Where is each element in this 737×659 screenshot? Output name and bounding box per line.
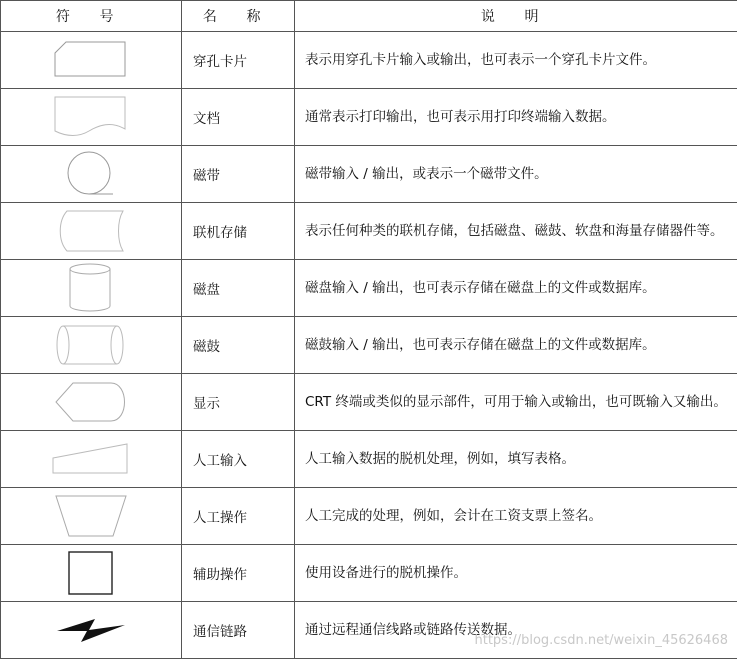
symbol-cell xyxy=(1,374,182,431)
symbol-name: 穿孔卡片 xyxy=(182,32,295,89)
symbol-description: 表示任何种类的联机存储，包括磁盘、磁鼓、软盘和海量存储器件等。 xyxy=(295,203,737,260)
magnetic-disk-symbol-icon xyxy=(66,262,116,314)
symbol-description: 磁带输入 / 输出，或表示一个磁带文件。 xyxy=(295,146,737,203)
table-row xyxy=(1,260,737,317)
communication-link-symbol-icon xyxy=(55,615,127,645)
symbol-name: 联机存储 xyxy=(182,203,295,260)
watermark: https://blog.csdn.net/weixin_45626468 xyxy=(474,633,728,648)
auxiliary-operation-symbol-icon xyxy=(67,550,115,596)
symbol-description: 磁鼓输入 / 输出，也可表示存储在磁盘上的文件或数据库。 xyxy=(295,317,737,374)
symbol-description: 表示用穿孔卡片输入或输出，也可表示一个穿孔卡片文件。 xyxy=(295,32,737,89)
symbol-description: 通过远程通信线路或链路传送数据。 xyxy=(295,602,737,659)
table-row xyxy=(1,317,737,374)
punched-card-symbol-icon xyxy=(53,40,129,80)
symbol-name: 辅助操作 xyxy=(182,545,295,602)
symbol-description: CRT 终端或类似的显示部件，可用于输入或输出，也可既输入又输出。 xyxy=(295,374,737,431)
symbol-description: 人工完成的处理，例如，会计在工资支票上签名。 xyxy=(295,488,737,545)
symbol-cell xyxy=(1,488,182,545)
magnetic-drum-symbol-icon xyxy=(53,323,129,367)
table-row xyxy=(1,431,737,488)
manual-operation-symbol-icon xyxy=(54,493,128,539)
table-row xyxy=(1,146,737,203)
header-symbol: 符 号 xyxy=(1,1,182,32)
header-description: 说 明 xyxy=(295,1,737,32)
symbol-name: 人工输入 xyxy=(182,431,295,488)
table-row xyxy=(1,602,737,659)
symbol-cell xyxy=(1,260,182,317)
online-storage-symbol-icon xyxy=(55,209,127,253)
symbol-cell xyxy=(1,203,182,260)
document-symbol-icon xyxy=(53,95,129,139)
magnetic-tape-symbol-icon xyxy=(66,150,116,198)
symbol-cell xyxy=(1,146,182,203)
table-row xyxy=(1,545,737,602)
symbol-name: 磁鼓 xyxy=(182,317,295,374)
table-row xyxy=(1,32,737,89)
symbol-name: 磁带 xyxy=(182,146,295,203)
table-row xyxy=(1,89,737,146)
table-row xyxy=(1,374,737,431)
table-row xyxy=(1,203,737,260)
header-name: 名 称 xyxy=(182,1,295,32)
symbol-description: 磁盘输入 / 输出，也可表示存储在磁盘上的文件或数据库。 xyxy=(295,260,737,317)
symbol-description: 使用设备进行的脱机操作。 xyxy=(295,545,737,602)
symbol-description: 通常表示打印输出，也可表示用打印终端输入数据。 xyxy=(295,89,737,146)
symbol-name: 显示 xyxy=(182,374,295,431)
symbol-cell xyxy=(1,317,182,374)
symbol-description: 人工输入数据的脱机处理，例如，填写表格。 xyxy=(295,431,737,488)
symbol-cell xyxy=(1,602,182,659)
symbol-name: 磁盘 xyxy=(182,260,295,317)
symbol-cell xyxy=(1,431,182,488)
table-row xyxy=(1,488,737,545)
symbol-name: 人工操作 xyxy=(182,488,295,545)
symbol-cell xyxy=(1,89,182,146)
symbol-cell xyxy=(1,32,182,89)
table-header-row xyxy=(1,1,737,32)
manual-input-symbol-icon xyxy=(51,441,131,477)
display-symbol-icon xyxy=(53,380,129,424)
symbol-name: 文档 xyxy=(182,89,295,146)
symbol-cell xyxy=(1,545,182,602)
symbol-name: 通信链路 xyxy=(182,602,295,659)
